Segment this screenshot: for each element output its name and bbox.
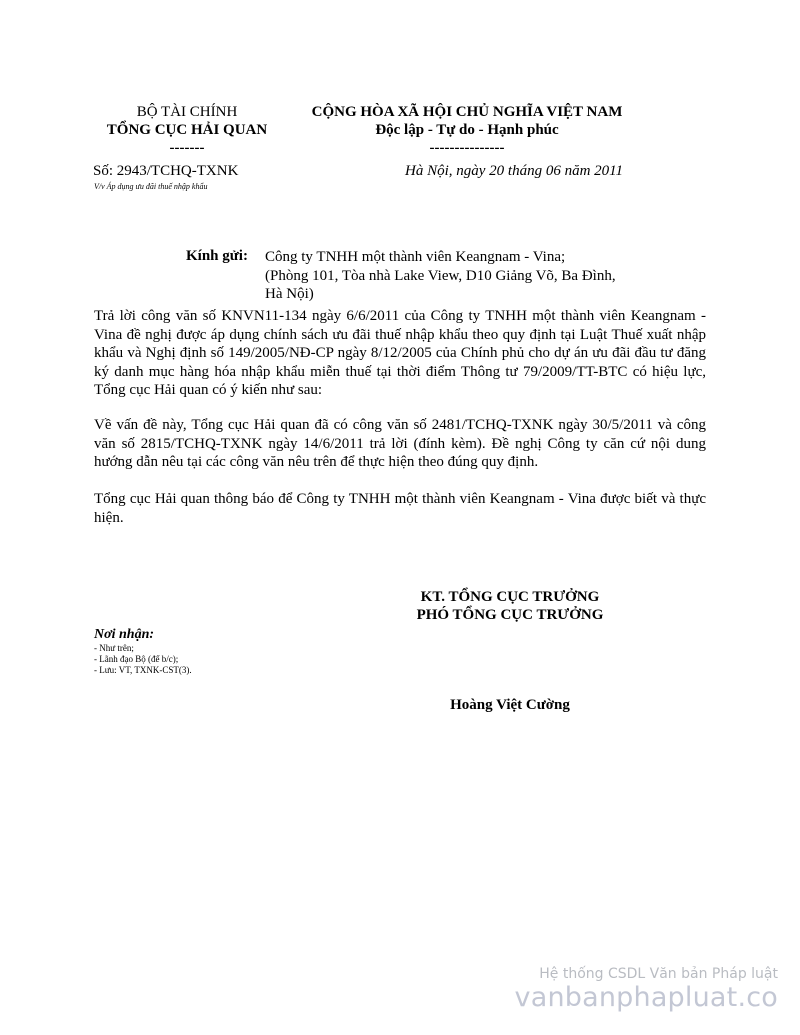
signer-name: Hoàng Việt Cường bbox=[450, 697, 570, 713]
recipient-item: - Như trên; bbox=[94, 643, 134, 653]
body-paragraph-2: Về vấn đề này, Tổng cục Hải quan đã có công văn số 2481/TCHQ-TXNK ngày 30/5/2011 và công văn số 2815/TCHQ-TXNK ngày 14/6/2011 trả lời (đính kèm). Đề nghị Công ty căn cứ nội dung hướng dẫn nêu tại các công văn nêu trên để thực hiện theo đúng quy định. bbox=[94, 417, 706, 470]
recipient-item: - Lãnh đạo Bộ (để b/c); bbox=[94, 654, 179, 664]
recipient-line: Hà Nội) bbox=[265, 286, 314, 302]
watermark bbox=[515, 966, 778, 1013]
document-number: Số: 2943/TCHQ-TXNK bbox=[93, 163, 239, 179]
signature-title-2: PHÓ TỔNG CỤC TRƯỞNG bbox=[416, 607, 604, 623]
document-date: Hà Nội, ngày 20 tháng 06 năm 2011 bbox=[405, 163, 624, 179]
body-paragraph-1: Trả lời công văn số KNVN11-134 ngày 6/6/2011 của Công ty TNHH một thành viên Keangnam - Vina đề nghị được áp dụng chính sách ưu đãi thuế nhập khẩu theo quy định tại Luật Thuế xuất nhập khẩu và Nghị định số 149/2005/NĐ-CP ngày 8/12/2005 của Chính phủ cho dự án ưu đãi đầu tư đăng ký danh mục hàng hóa nhập khẩu miễn thuế tại thời điểm Thông tư 79/2009/TT-BTC có hiệu lực, Tổng cục Hải quan có ý kiến như sau: bbox=[94, 308, 706, 398]
recipient-address bbox=[265, 248, 665, 304]
document-subject: V/v Áp dụng ưu đãi thuế nhập khẩu bbox=[94, 182, 208, 191]
recipient-line: (Phòng 101, Tòa nhà Lake View, D10 Giảng Võ, Ba Đình, bbox=[265, 267, 616, 284]
watermark-caption: Hệ thống CSDL Văn bản Pháp luật bbox=[539, 966, 778, 982]
body-paragraph-3: Tổng cục Hải quan thông báo để Công ty TNHH một thành viên Keangnam - Vina được biết và thực hiện. bbox=[94, 491, 706, 526]
recipients-label: Nơi nhận: bbox=[94, 627, 155, 642]
recipients-list bbox=[94, 626, 192, 676]
watermark-site: vanbanphapluat.co bbox=[514, 982, 778, 1013]
left-separator: ------- bbox=[169, 140, 205, 156]
recipient-item: - Lưu: VT, TXNK-CST(3). bbox=[94, 665, 192, 675]
signature-title-1: KT. TỔNG CỤC TRƯỞNG bbox=[420, 589, 600, 605]
recipient-label: Kính gửi: bbox=[186, 248, 248, 264]
issuing-agency-block bbox=[92, 103, 282, 157]
ministry-name: BỘ TÀI CHÍNH bbox=[136, 104, 238, 120]
national-motto: Độc lập - Tự do - Hạnh phúc bbox=[375, 122, 559, 138]
signature-title-block bbox=[390, 588, 630, 624]
country-name: CỘNG HÒA XÃ HỘI CHỦ NGHĨA VIỆT NAM bbox=[311, 104, 623, 120]
department-name: TỔNG CỤC HẢI QUAN bbox=[106, 122, 268, 138]
national-heading-block bbox=[292, 103, 642, 157]
recipient-line: Công ty TNHH một thành viên Keangnam - Vina; bbox=[265, 249, 566, 265]
right-separator: --------------- bbox=[429, 140, 505, 156]
